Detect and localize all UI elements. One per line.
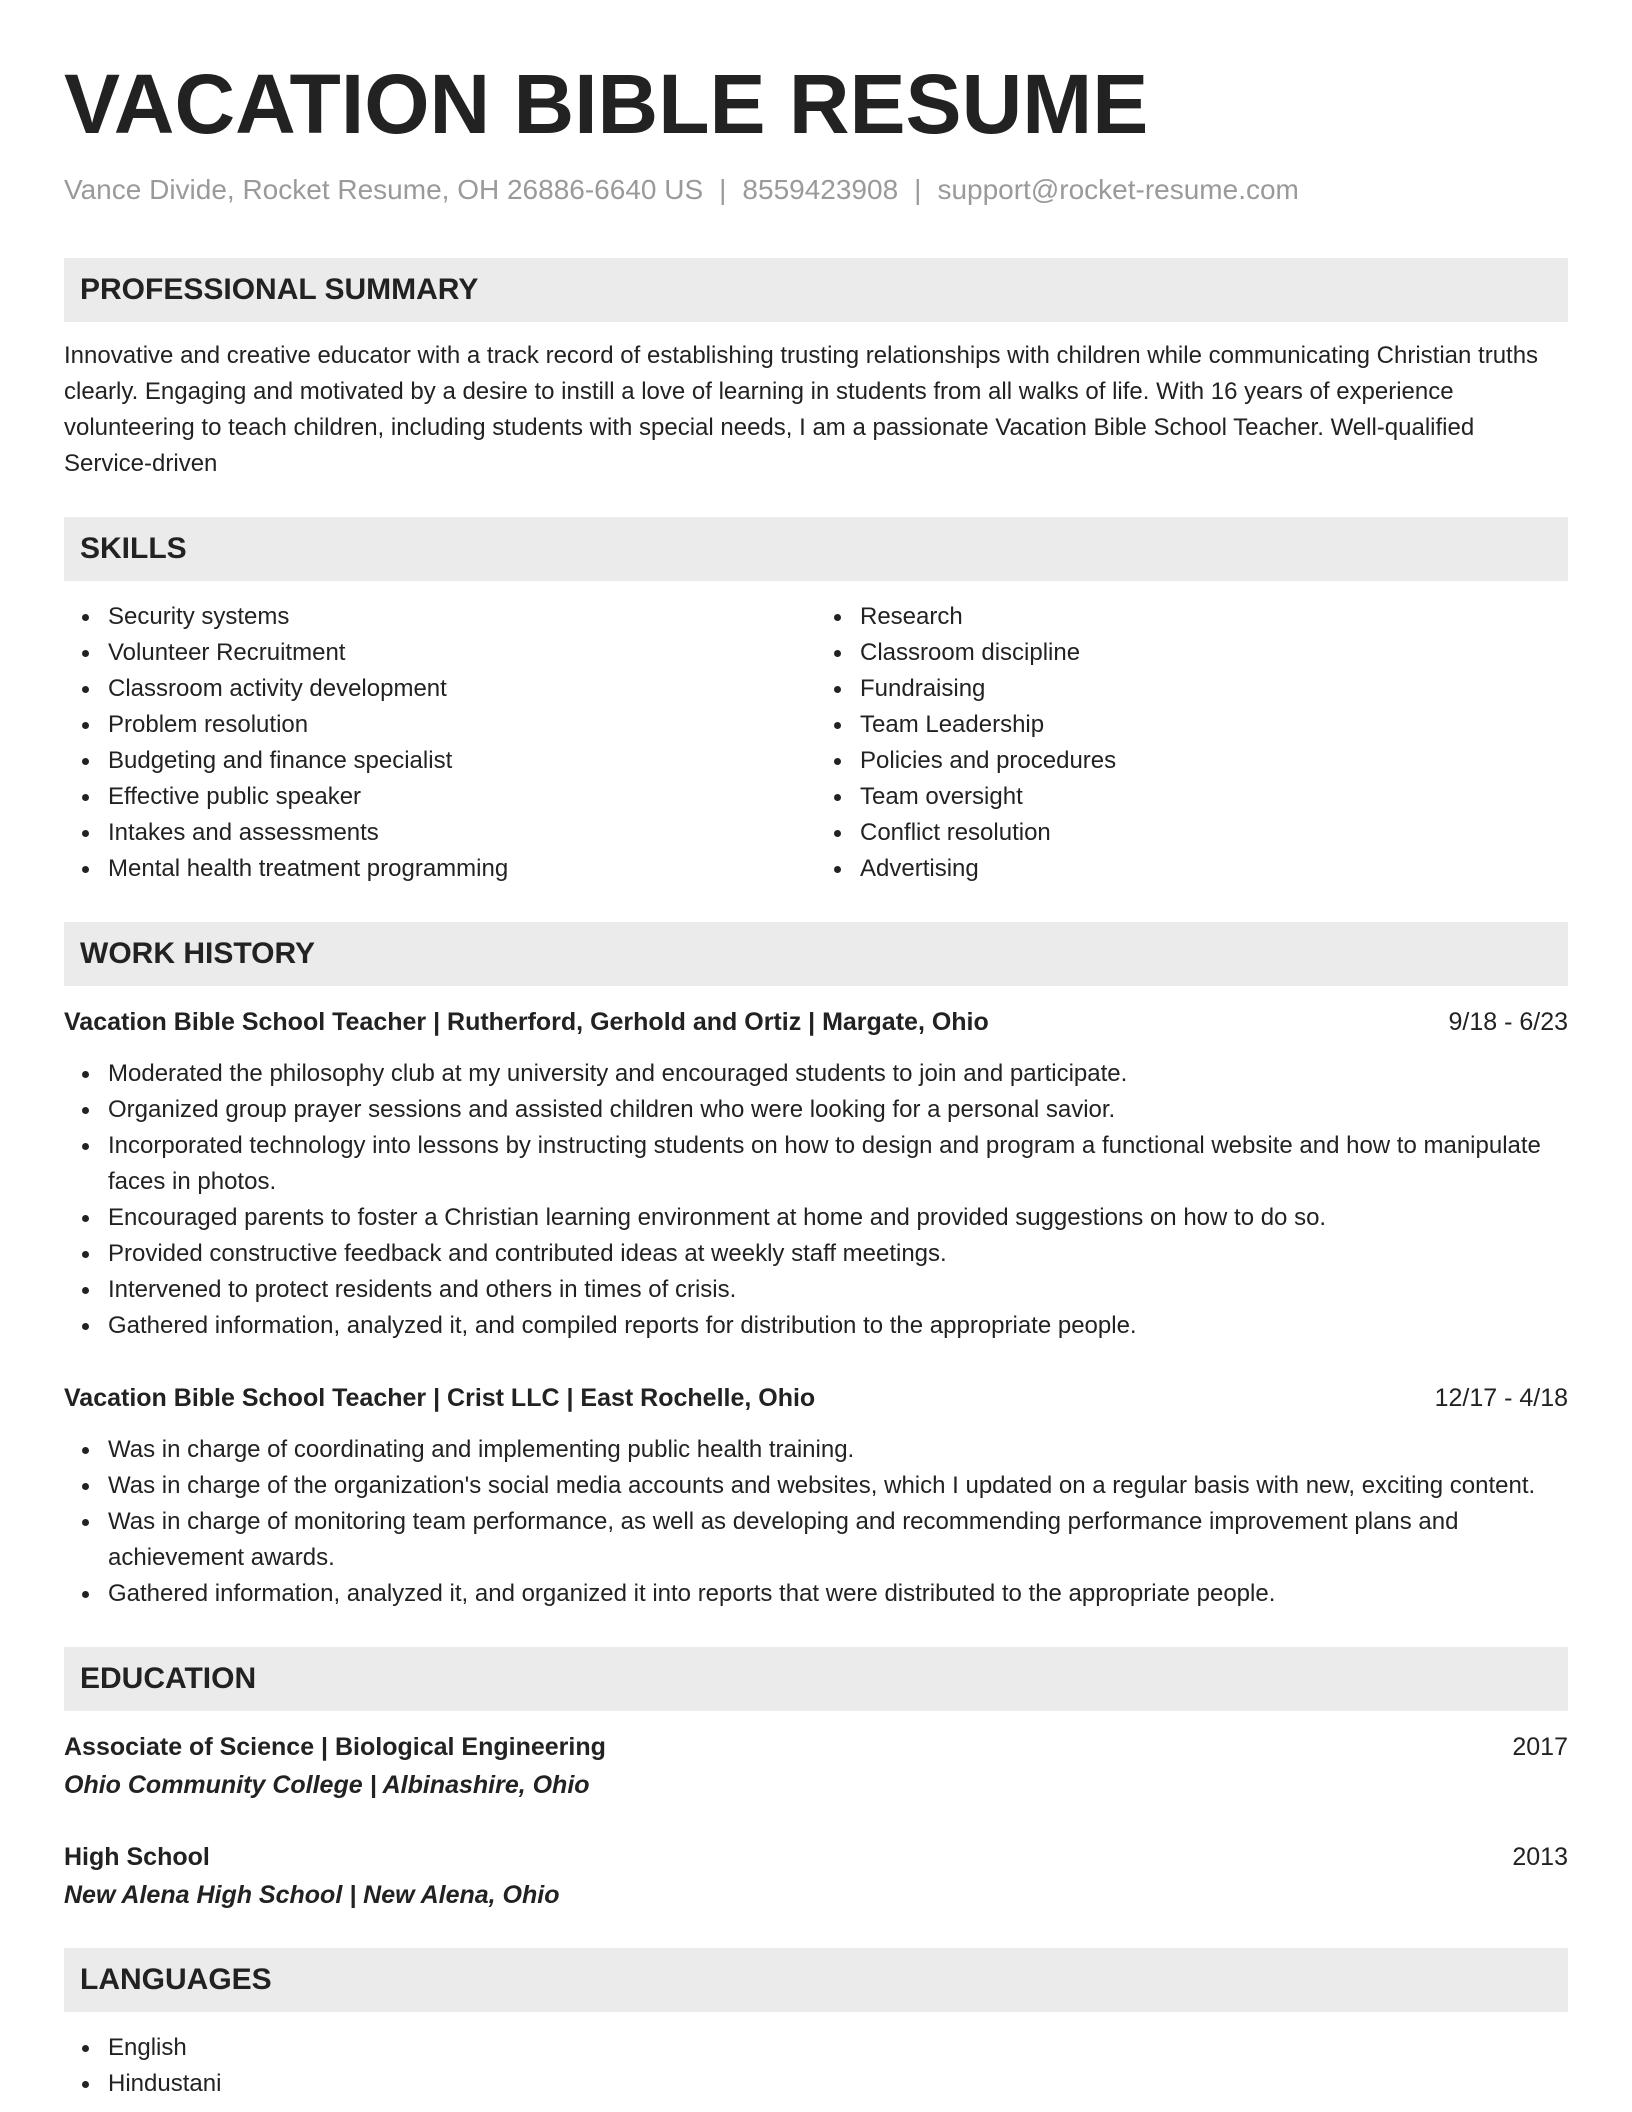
- section-header-summary: PROFESSIONAL SUMMARY: [64, 258, 1568, 322]
- skill-item: Budgeting and finance specialist: [64, 743, 816, 779]
- job-bullet: Was in charge of monitoring team performance, as well as developing and recommending performance improvement plans and achievement awards.: [64, 1504, 1568, 1576]
- education-year: 2013: [1512, 1843, 1568, 1871]
- skill-item: Classroom activity development: [64, 671, 816, 707]
- contact-phone: 8559423908: [742, 174, 899, 205]
- education-year: 2017: [1512, 1733, 1568, 1761]
- contact-separator: |: [719, 174, 727, 205]
- skill-item: Team oversight: [816, 779, 1568, 815]
- section-header-education: EDUCATION: [64, 1647, 1568, 1711]
- education-school: Ohio Community College | Albinashire, Ohio: [64, 1771, 590, 1799]
- job-entry: [64, 1004, 1568, 1344]
- language-item: English: [64, 2030, 1568, 2066]
- education-entry: [64, 1729, 1568, 1803]
- skill-item: Effective public speaker: [64, 779, 816, 815]
- skill-item: Advertising: [816, 851, 1568, 887]
- skills-list-left: [64, 599, 816, 887]
- contact-address: Vance Divide, Rocket Resume, OH 26886-6640 US: [64, 174, 704, 205]
- education-degree: Associate of Science | Biological Engineering: [64, 1733, 606, 1761]
- section-header-languages: LANGUAGES: [64, 1948, 1568, 2012]
- skills-list-right: [816, 599, 1568, 887]
- contact-separator: |: [914, 174, 922, 205]
- education-entry: [64, 1839, 1568, 1913]
- skill-item: Research: [816, 599, 1568, 635]
- skill-item: Policies and procedures: [816, 743, 1568, 779]
- job-bullet: Was in charge of the organization's social media accounts and websites, which I updated on a regular basis with new, exciting content.: [64, 1468, 1568, 1504]
- job-bullet: Was in charge of coordinating and implementing public health training.: [64, 1432, 1568, 1468]
- contact-line: [64, 172, 1568, 208]
- job-bullet: Gathered information, analyzed it, and compiled reports for distribution to the appropriate people.: [64, 1308, 1568, 1344]
- job-bullets: [64, 1056, 1568, 1344]
- section-header-skills: SKILLS: [64, 517, 1568, 581]
- education-school: New Alena High School | New Alena, Ohio: [64, 1881, 560, 1909]
- job-title: Vacation Bible School Teacher | Rutherford, Gerhold and Ortiz | Margate, Ohio: [64, 1008, 989, 1036]
- job-dates: 12/17 - 4/18: [1434, 1384, 1568, 1412]
- job-title: Vacation Bible School Teacher | Crist LLC | East Rochelle, Ohio: [64, 1384, 816, 1412]
- skill-item: Volunteer Recruitment: [64, 635, 816, 671]
- skill-item: Problem resolution: [64, 707, 816, 743]
- skill-item: Conflict resolution: [816, 815, 1568, 851]
- job-bullet: Encouraged parents to foster a Christian learning environment at home and provided suggestions on how to do so.: [64, 1200, 1568, 1236]
- skill-item: Fundraising: [816, 671, 1568, 707]
- job-heading-row: [64, 1380, 1568, 1416]
- job-bullets: [64, 1432, 1568, 1612]
- skills-columns: [64, 599, 1568, 887]
- job-bullet: Intervened to protect residents and others in times of crisis.: [64, 1272, 1568, 1308]
- languages-list: [64, 2030, 1568, 2102]
- job-bullet: Moderated the philosophy club at my university and encouraged students to join and participate.: [64, 1056, 1568, 1092]
- language-item: Hindustani: [64, 2066, 1568, 2102]
- job-bullet: Gathered information, analyzed it, and organized it into reports that were distributed to the appropriate people.: [64, 1576, 1568, 1612]
- job-bullet: Provided constructive feedback and contributed ideas at weekly staff meetings.: [64, 1236, 1568, 1272]
- summary-text: Innovative and creative educator with a track record of establishing trusting relationships with children while communicating Christian truths clearly. Engaging and motivated by a desire to instill a love of learning in students from all walks of life. With 16 years of experience volunteering to teach children, including students with special needs, I am a passionate Vacation Bible School Teacher. Well-qualified Service-driven: [64, 342, 1539, 477]
- job-heading-row: [64, 1004, 1568, 1040]
- education-heading-row: [64, 1839, 1568, 1875]
- contact-email: support@rocket-resume.com: [937, 174, 1299, 205]
- job-bullet: Incorporated technology into lessons by instructing students on how to design and program a functional website and how to manipulate faces in photos.: [64, 1128, 1568, 1200]
- skill-item: Security systems: [64, 599, 816, 635]
- skill-item: Mental health treatment programming: [64, 851, 816, 887]
- job-entry: [64, 1380, 1568, 1612]
- section-header-work-history: WORK HISTORY: [64, 922, 1568, 986]
- job-bullet: Organized group prayer sessions and assisted children who were looking for a personal savior.: [64, 1092, 1568, 1128]
- job-dates: 9/18 - 6/23: [1448, 1008, 1568, 1036]
- skill-item: Intakes and assessments: [64, 815, 816, 851]
- resume-title: VACATION BIBLE RESUME: [64, 57, 1149, 151]
- skill-item: Team Leadership: [816, 707, 1568, 743]
- education-heading-row: [64, 1729, 1568, 1765]
- education-degree: High School: [64, 1843, 210, 1871]
- skill-item: Classroom discipline: [816, 635, 1568, 671]
